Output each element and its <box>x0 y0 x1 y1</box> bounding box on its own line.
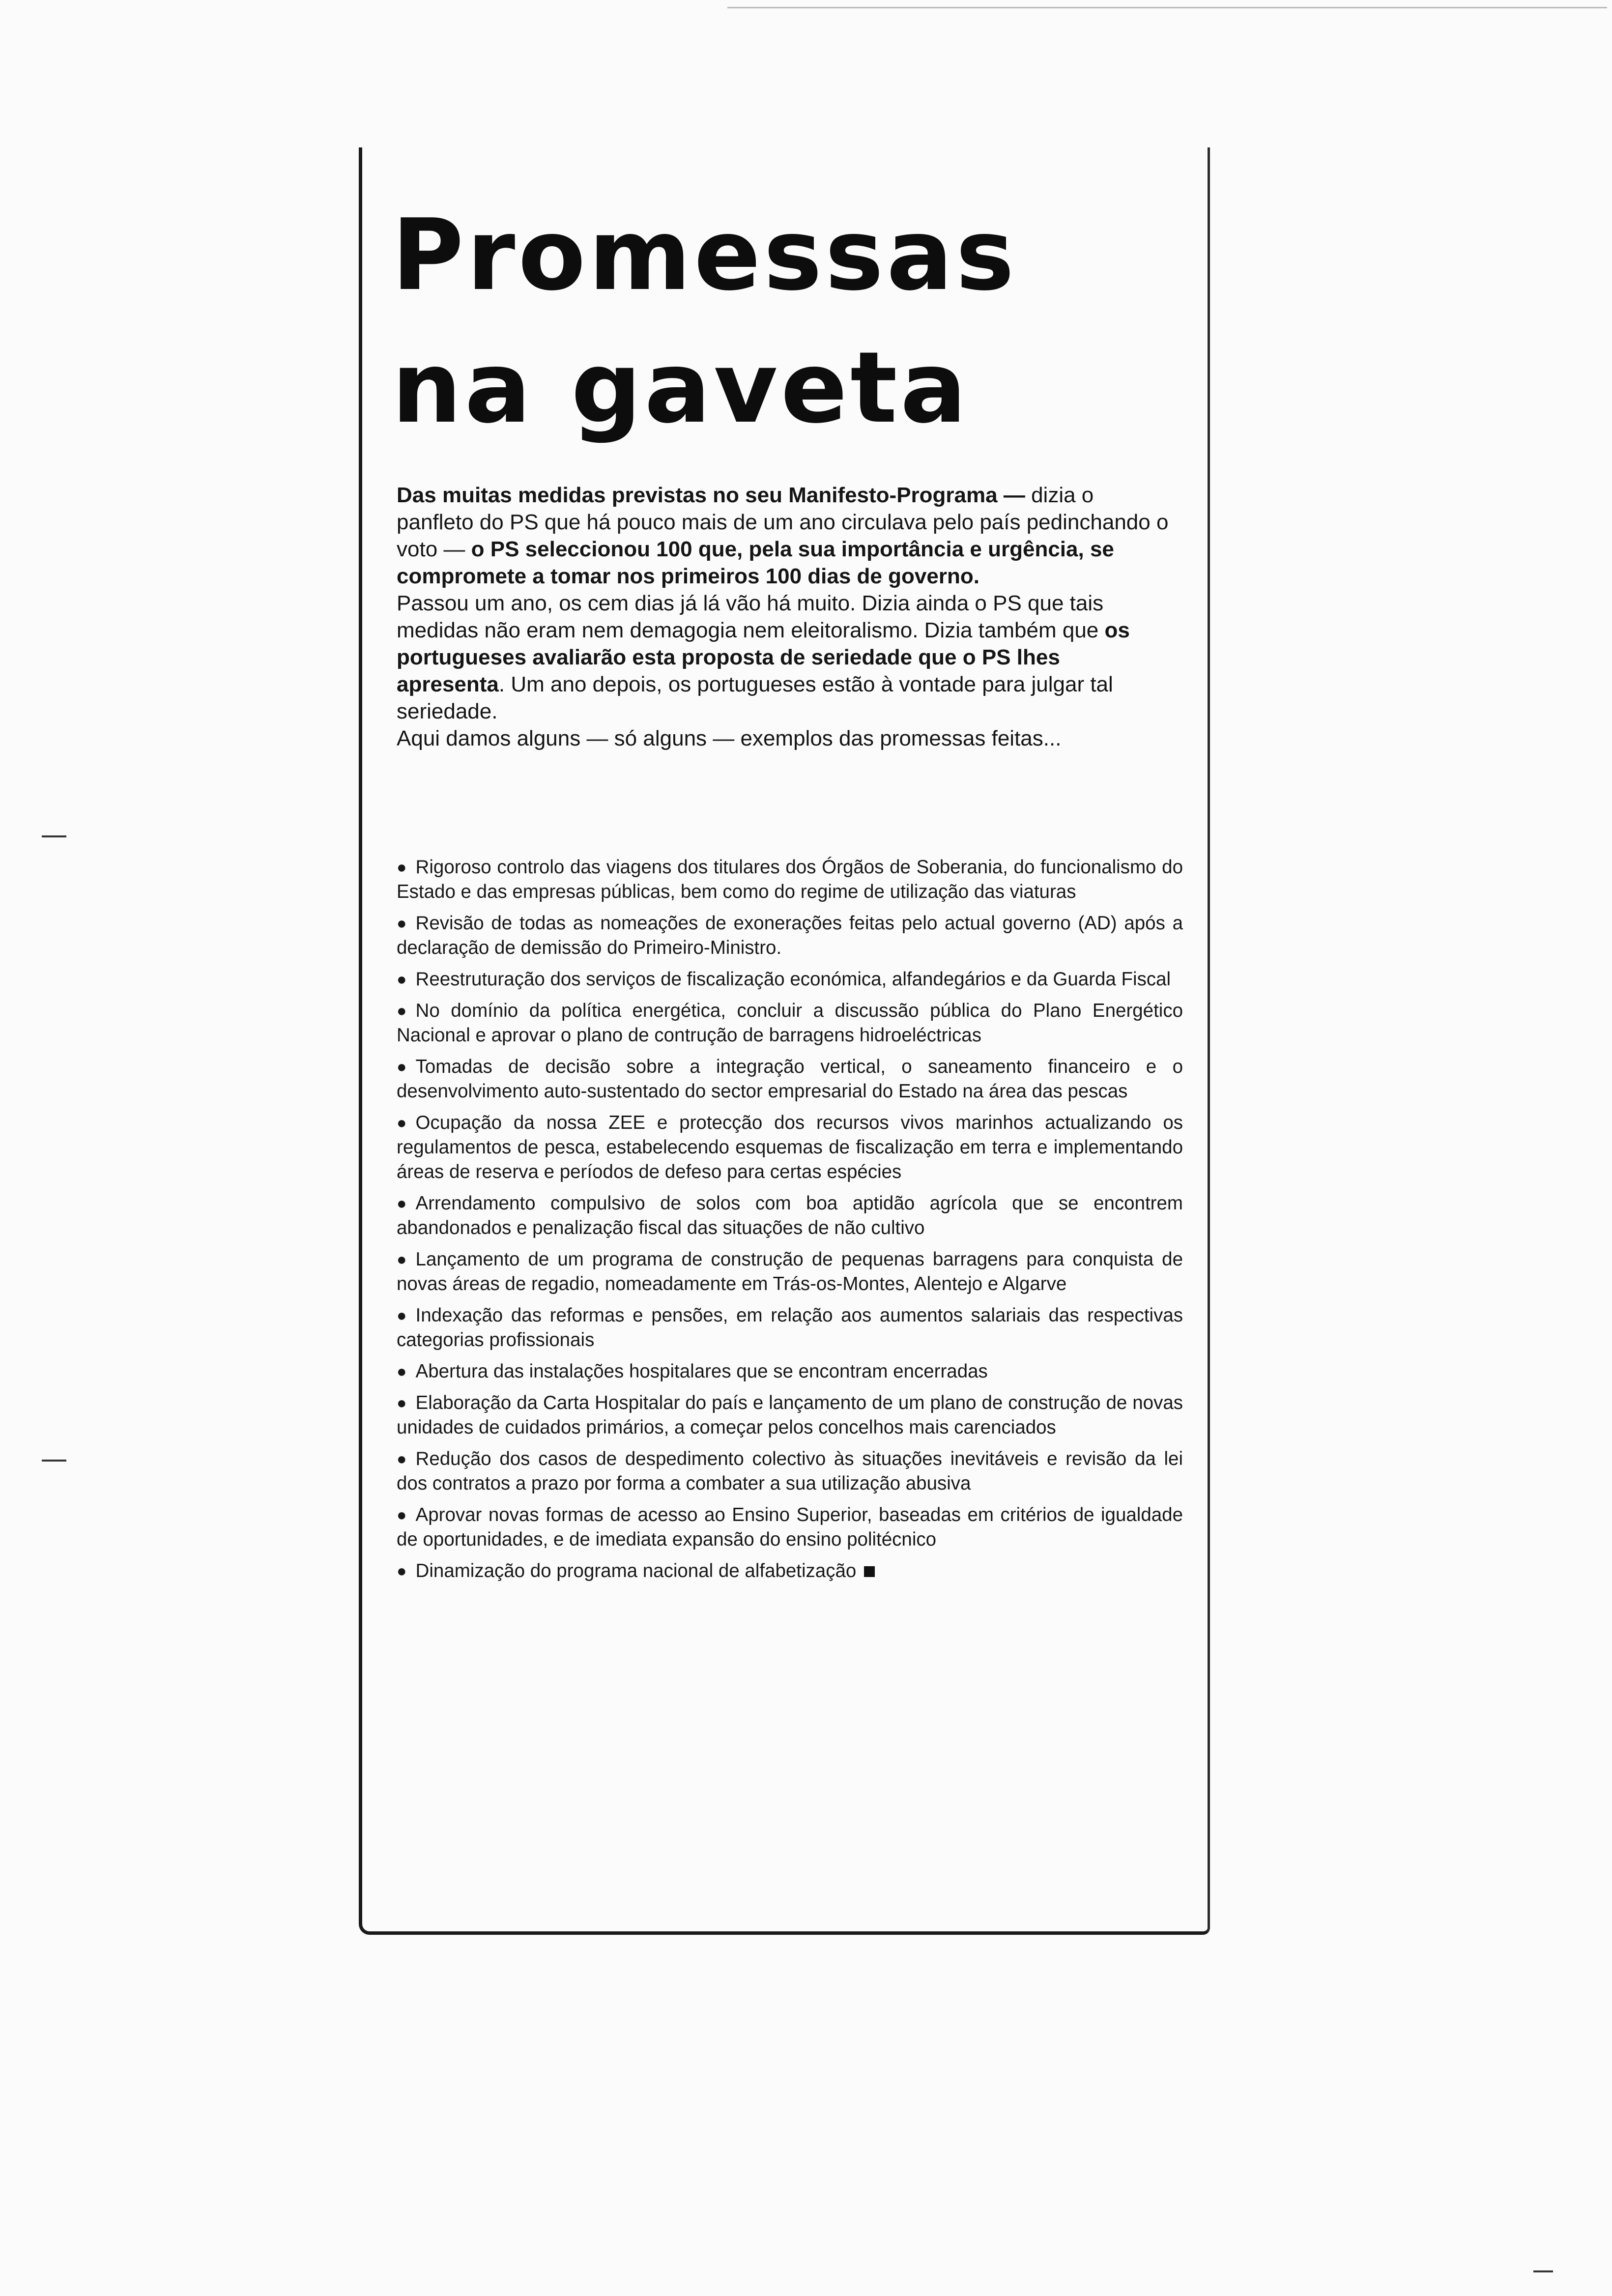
newspaper-clipping <box>359 147 1210 1935</box>
promise-text: Reestruturação dos serviços de fiscalização económica, alfandegários e da Guarda Fiscal <box>415 969 1171 990</box>
intro-run: . Um ano depois, os portugueses estão à vontade para julgar tal seriedade. <box>397 672 1113 723</box>
bullet-icon: ● <box>397 1506 407 1524</box>
bullet-icon: ● <box>397 1250 407 1269</box>
scan-top-line <box>727 7 1607 8</box>
promise-text: Abertura das instalações hospitalares que se encontram encerradas <box>415 1361 988 1382</box>
promises-list <box>397 855 1183 1590</box>
promise-item <box>397 1191 1183 1240</box>
promise-item <box>397 1303 1183 1352</box>
bullet-icon: ● <box>397 914 407 933</box>
bullet-icon: ● <box>397 970 407 989</box>
scan-margin-mark <box>42 835 66 837</box>
intro-text <box>397 482 1173 752</box>
intro-run: Das muitas medidas previstas no seu Manifesto-Programa — <box>397 483 1025 507</box>
promise-text: Aprovar novas formas de acesso ao Ensino Superior, baseadas em critérios de igualdade de oportunidades, e de imediata expansão do ensino politécnico <box>397 1504 1183 1550</box>
promise-item <box>397 999 1183 1048</box>
promise-item <box>397 1055 1183 1104</box>
bullet-icon: ● <box>397 1362 407 1381</box>
promise-item <box>397 1391 1183 1440</box>
scan-margin-mark <box>1533 2270 1553 2272</box>
bullet-icon: ● <box>397 1306 407 1325</box>
promise-text: Revisão de todas as nomeações de exonerações feitas pelo actual governo (AD) após a declaração de demissão do Primeiro-Ministro. <box>397 913 1183 958</box>
intro-paragraph-1 <box>397 482 1173 590</box>
bullet-icon: ● <box>397 1562 407 1580</box>
promise-text: No domínio da política energética, concluir a discussão pública do Plano Energético Nacional e aprovar o plano de contrução de barragens hidroeléctricas <box>397 1000 1183 1046</box>
intro-run: o PS seleccionou 100 que, pela sua importância e urgência, se compromete a tomar nos primeiros 100 dias de governo. <box>397 537 1114 588</box>
bullet-icon: ● <box>397 1394 407 1412</box>
promise-text: Tomadas de decisão sobre a integração vertical, o saneamento financeiro e o desenvolvimento auto-sustentado do sector empresarial do Estado na área das pescas <box>397 1056 1183 1102</box>
intro-paragraph-3: Aqui damos alguns — só alguns — exemplos das promessas feitas... <box>397 726 1062 750</box>
promise-text: Elaboração da Carta Hospitalar do país e lançamento de um plano de construção de novas unidades de cuidados primários, a começar pelos concelhos mais carenciados <box>397 1392 1183 1438</box>
promise-text: Arrendamento compulsivo de solos com boa aptidão agrícola que se encontrem abandonados e penalização fiscal das situações de não cultivo <box>397 1193 1183 1238</box>
intro-run: dizia o panfleto do PS que há pouco mais de um ano circulava pelo país pedinchando o voto — <box>397 483 1169 561</box>
intro-run: os portugueses avaliarão esta proposta de seriedade que o PS lhes apresenta <box>397 618 1130 696</box>
bullet-icon: ● <box>397 858 407 877</box>
bullet-icon: ● <box>397 1450 407 1468</box>
scan-margin-mark <box>42 1460 66 1462</box>
promise-text: Ocupação da nossa ZEE e protecção dos recursos vivos marinhos actualizando os regulamentos de pesca, estabelecendo esquemas de fiscalização em terra e implementando áreas de reserva e períodos de defeso para certas espécies <box>397 1112 1183 1182</box>
promise-text: Rigoroso controlo das viagens dos titulares dos Órgãos de Soberania, do funcionalismo do Estado e das empresas públicas, bem como do regime de utilização das viaturas <box>397 857 1183 902</box>
promise-item <box>397 911 1183 960</box>
promise-item <box>397 1111 1183 1184</box>
promise-item <box>397 1559 1183 1583</box>
intro-run: Passou um ano, os cem dias já lá vão há muito. Dizia ainda o PS que tais medidas não eram nem demagogia nem eleitoralismo. Dizia também que <box>397 591 1105 642</box>
promise-text: Dinamização do programa nacional de alfabetização <box>415 1560 857 1581</box>
promise-item <box>397 1247 1183 1296</box>
promise-item <box>397 1359 1183 1384</box>
bullet-icon: ● <box>397 1194 407 1213</box>
promise-item <box>397 967 1183 992</box>
headline-line-1: Promessas <box>392 198 1017 313</box>
bullet-icon: ● <box>397 1058 407 1076</box>
bullet-icon: ● <box>397 1114 407 1132</box>
bullet-icon: ● <box>397 1002 407 1020</box>
intro-paragraph-2 <box>397 590 1173 725</box>
promise-text: Indexação das reformas e pensões, em relação aos aumentos salariais das respectivas categorias profissionais <box>397 1305 1183 1350</box>
promise-text: Redução dos casos de despedimento colectivo às situações inevitáveis e revisão da lei dos contratos a prazo por forma a combater a sua utilização abusiva <box>397 1448 1183 1494</box>
end-square-icon <box>864 1566 875 1577</box>
promise-item <box>397 1447 1183 1496</box>
promise-item <box>397 855 1183 904</box>
promise-item <box>397 1503 1183 1552</box>
promise-text: Lançamento de um programa de construção de pequenas barragens para conquista de novas áreas de regadio, nomeadamente em Trás-os-Montes, Alentejo e Algarve <box>397 1249 1183 1294</box>
headline-line-2: na gaveta <box>392 331 970 445</box>
